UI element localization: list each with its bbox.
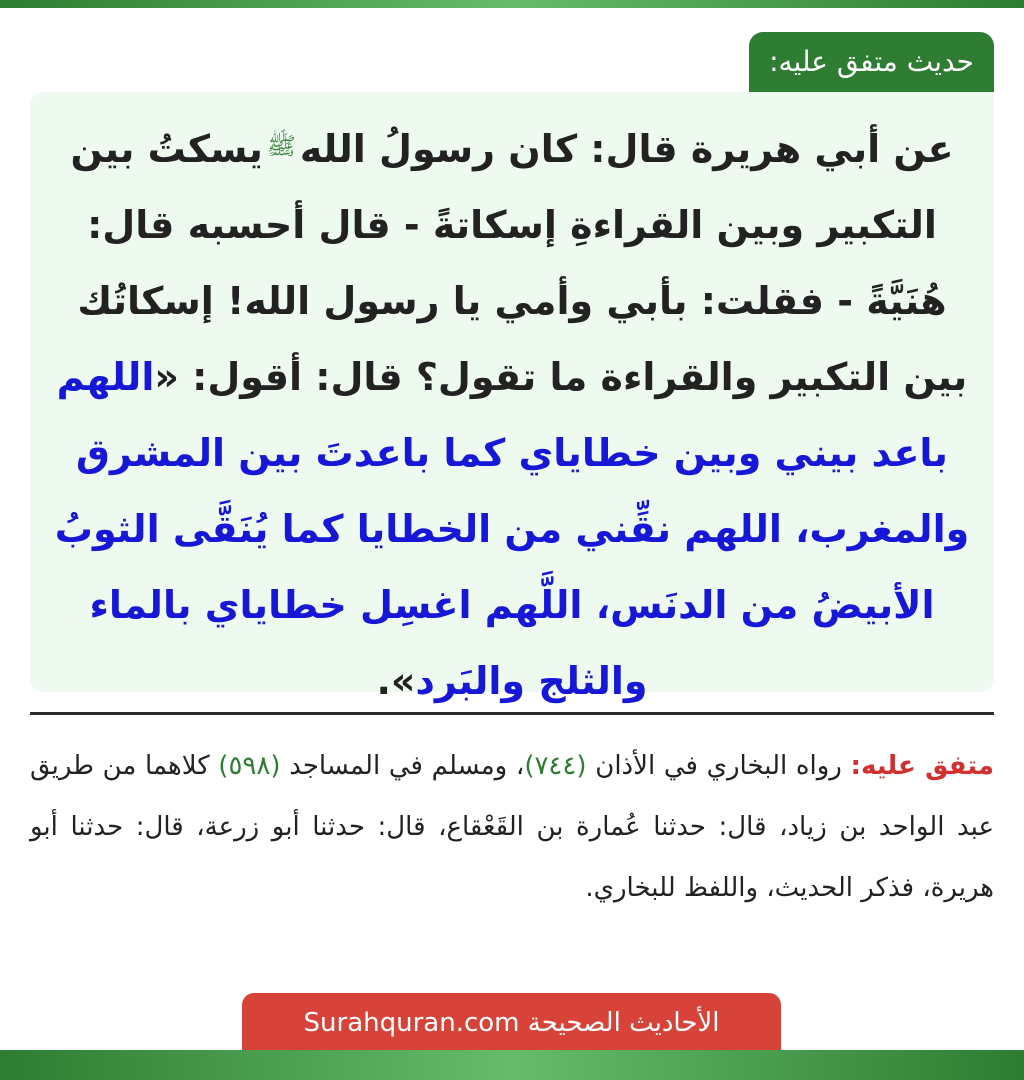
source-label: متفق عليه: <box>850 751 995 781</box>
hadith-box <box>30 92 994 703</box>
source-attribution <box>30 736 994 919</box>
source-text-part-2: ، ومسلم في المساجد <box>289 751 525 781</box>
source-text-part-1: رواه البخاري في الأذان <box>595 751 842 781</box>
prophet-honorific: ﷺ <box>266 132 296 160</box>
bottom-accent-bar <box>0 1050 1024 1080</box>
footer-website-badge: الأحاديث الصحيحة Surahquran.com <box>242 993 781 1053</box>
hadith-closing: ». <box>376 659 416 703</box>
section-divider <box>30 712 994 715</box>
hadith-narration-continued: يسكتُ بين التكبير وبين القراءةِ إسكاتةً - قال أحسبه قال: هُنَيَّةً - فقلت: بأبي وأمي يا رسول الله! إسكاتُك بين التكبير والقراءة ما تقول؟ قال: أقول: « <box>70 127 968 399</box>
source-text-part-3: كلاهما من طريق عبد الواحد بن زياد، قال: حدثنا عُمارة بن القَعْقاع، قال: حدثنا أبو زرعة، قال: حدثنا أبو هريرة، فذكر الحديث، واللفظ للبخاري. <box>30 751 994 903</box>
top-accent-bar <box>0 0 1024 8</box>
hadith-narration: عن أبي هريرة قال: كان رسولُ الله <box>299 127 954 171</box>
hadith-text <box>48 108 976 719</box>
section-title-badge: حديث متفق عليه: <box>749 32 994 92</box>
muslim-ref-number: (٥٩٨) <box>218 751 281 781</box>
hadith-supplication: اللهم باعد بيني وبين خطاياي كما باعدتَ بين المشرق والمغرب، اللهم نقِّني من الخطايا كما يُنَقَّى الثوبُ الأبيضُ من الدنَس، اللَّهم اغسِل خطاياي بالماء والثلج والبَرد <box>54 355 970 703</box>
bukhari-ref-number: (٧٤٤) <box>524 751 587 781</box>
